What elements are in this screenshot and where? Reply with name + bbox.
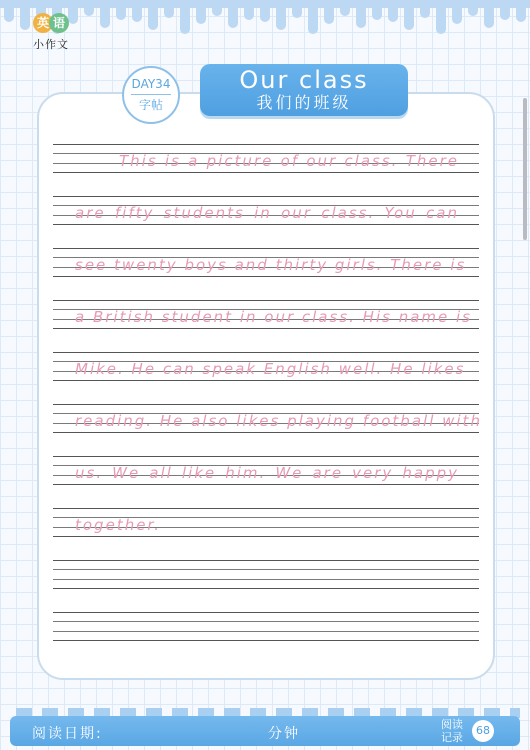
drip	[116, 0, 126, 20]
drip	[468, 0, 478, 16]
day-badge	[122, 66, 180, 124]
drip	[228, 0, 238, 28]
handwriting-lines	[53, 144, 482, 664]
drip	[436, 0, 446, 34]
rule-line	[53, 144, 479, 145]
drip	[388, 0, 398, 22]
scrollbar[interactable]	[523, 98, 527, 240]
writing-line-group	[53, 352, 479, 404]
rule-line	[53, 579, 479, 580]
logo-char-1: 英	[33, 13, 53, 33]
drip	[260, 0, 270, 22]
rule-line	[53, 588, 479, 589]
record-label-2: 记录	[441, 731, 463, 744]
tracing-text-line: reading. He also likes playing football with	[75, 412, 482, 430]
rule-line	[53, 404, 479, 405]
drip	[148, 0, 158, 30]
writing-line-group	[53, 612, 479, 664]
writing-line-group	[53, 144, 479, 196]
rule-line	[53, 560, 479, 561]
drip	[4, 0, 14, 22]
rule-line	[53, 569, 479, 570]
writing-line-group	[53, 300, 479, 352]
writing-line-group	[53, 508, 479, 560]
drip	[420, 0, 430, 18]
tracing-text-line: a British student in our class. His name is	[75, 308, 472, 326]
minutes-label: 分钟	[268, 726, 300, 742]
writing-line-group	[53, 404, 482, 456]
tracing-text-line: together.	[75, 516, 161, 534]
drip	[404, 0, 414, 30]
drip	[276, 0, 286, 30]
drip	[244, 0, 254, 20]
tracing-text-line: us. We all like him. We are very happy	[75, 464, 459, 482]
title-english: Our class	[239, 66, 369, 94]
drip	[100, 0, 110, 28]
badge-divider	[131, 94, 171, 95]
drip	[308, 0, 318, 34]
drip	[356, 0, 366, 28]
writing-line-group	[53, 560, 479, 612]
rule-line	[53, 196, 479, 197]
writing-line-group	[53, 456, 479, 508]
rule-line	[53, 300, 479, 301]
badge-label: 字帖	[138, 98, 163, 112]
writing-line-group	[53, 196, 479, 248]
logo-subtitle: 小作文	[33, 38, 69, 51]
record-label-1: 阅读	[441, 718, 463, 731]
drip	[84, 0, 94, 16]
drip	[196, 0, 206, 24]
drip	[180, 0, 190, 34]
tracing-text-line: see twenty boys and thirty girls. There is	[75, 256, 467, 274]
drip	[372, 0, 382, 20]
drip	[292, 0, 302, 18]
drip	[516, 0, 526, 22]
drip	[340, 0, 350, 16]
rule-line	[53, 456, 479, 457]
rule-line	[53, 352, 479, 353]
title-banner	[200, 64, 408, 116]
rule-line	[53, 508, 479, 509]
rule-line	[53, 640, 479, 641]
drip	[452, 0, 462, 24]
drip	[324, 0, 334, 24]
rule-line	[53, 248, 479, 249]
day-label: DAY34	[131, 77, 171, 91]
rule-line	[53, 631, 479, 632]
drip	[164, 0, 174, 18]
header-drip-border	[0, 0, 530, 40]
drip	[132, 0, 142, 22]
drip	[500, 0, 510, 20]
tracing-text-line: are fifty students in our class. You can	[75, 204, 459, 222]
drip	[212, 0, 222, 16]
logo	[26, 12, 76, 52]
drip	[484, 0, 494, 28]
tracing-text-line: Mike. He can speak English well. He likes	[75, 360, 466, 378]
rule-line	[53, 621, 479, 622]
logo-char-2: 语	[49, 13, 69, 33]
rule-line	[53, 612, 479, 613]
tracing-text-line: This is a picture of our class. There	[119, 152, 459, 170]
page-number: 68	[472, 720, 494, 742]
reading-record-label	[440, 718, 464, 744]
footer-bar	[10, 716, 520, 746]
reading-date-label: 阅读日期:	[32, 726, 103, 742]
writing-line-group	[53, 248, 479, 300]
title-chinese: 我们的班级	[256, 93, 352, 112]
